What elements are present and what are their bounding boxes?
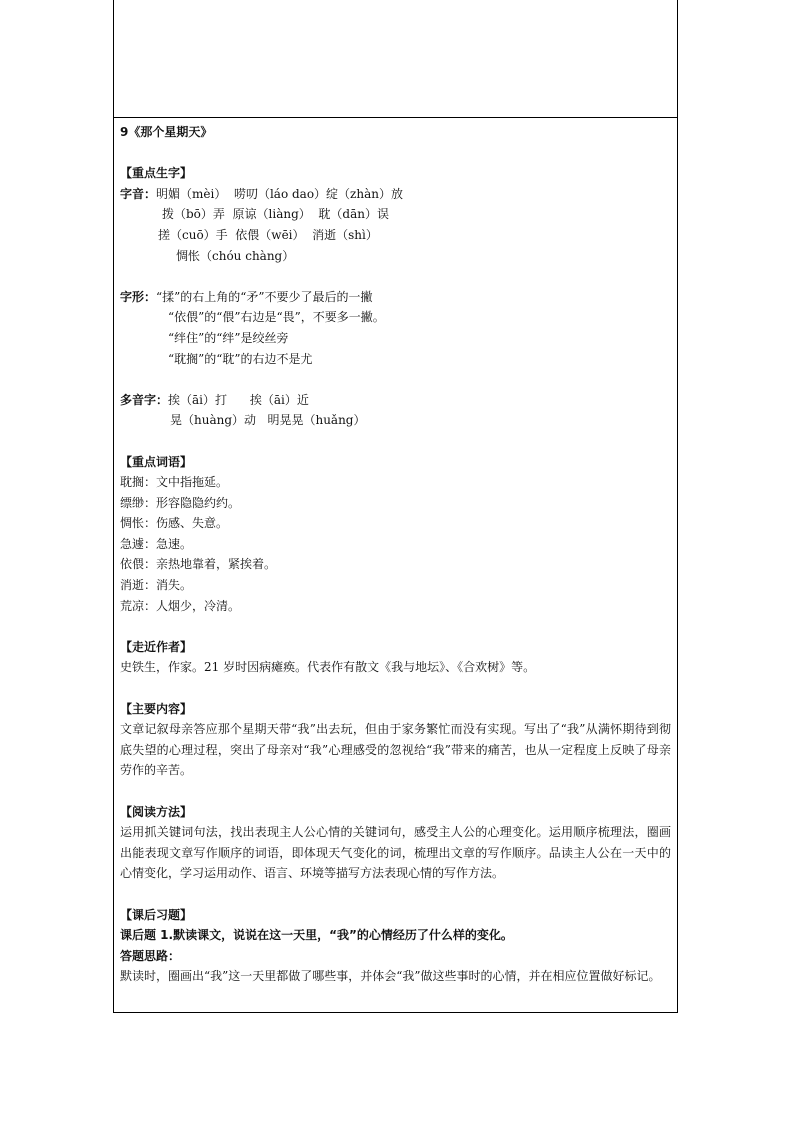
key-words-heading: 【重点词语】 [120, 454, 193, 469]
author-heading: 【走近作者】 [120, 639, 193, 654]
shape-line-4: “耽搁”的“耽”的右边不是尤 [168, 351, 313, 366]
pronunciation-line-4: 惆怅（chóu chàng） [176, 248, 295, 263]
author-text: 史铁生，作家。21 岁时因病瘫痪。代表作有散文《我与地坛》、《合欢树》等。 [120, 660, 536, 675]
key-word-item: 荒凉：人烟少，冷清。 [120, 598, 241, 613]
key-word-item: 耽搁：文中指拖延。 [120, 475, 229, 490]
shape-line-3: “绊住”的“绊”是绞丝旁 [168, 330, 289, 345]
previous-table-cell [113, 0, 678, 118]
key-word-item: 惆怅：伤感、失意。 [120, 516, 229, 531]
polyphone-line-1: 多音字：挨（āi）打 挨（āi）近 [120, 392, 309, 407]
key-word-item: 消逝：消失。 [120, 578, 193, 593]
key-word-item: 急遽：急速。 [120, 536, 193, 551]
exercise-heading: 【课后习题】 [120, 907, 193, 922]
lesson-notes-cell [113, 118, 678, 1013]
pronunciation-line-1: 字音：明媚（mèi） 唠叨（láo dao）绽（zhàn）放 [120, 186, 403, 201]
pronunciation-label: 字音： [120, 186, 157, 201]
key-word-item: 依偎：亲热地靠着，紧挨着。 [120, 557, 277, 572]
lesson-title: 9《那个星期天》 [120, 125, 213, 139]
answer-label: 答题思路： [120, 948, 181, 963]
pronunciation-line-3: 搓（cuō）手 依偎（wēi） 消逝（shì） [158, 227, 378, 242]
exercise-question: 课后题 1.默读课文，说说在这一天里，“我”的心情经历了什么样的变化。 [120, 928, 513, 943]
shape-label: 字形： [120, 289, 157, 304]
shape-line-1: 字形：“揉”的右上角的“矛”不要少了最后的一撇 [120, 289, 373, 304]
answer-text: 默读时，圈画出“我”这一天里都做了哪些事，并体会“我”做这些事时的心情，并在相应位置做好标记。 [120, 969, 661, 984]
reading-text: 运用抓关键词句法，找出表现主人公心情的关键词句，感受主人公的心理变化。运用顺序梳理法，圈画出能表现文章写作顺序的词语，即体现天气变化的词，梳理出文章的写作顺序。品读主人公在一天中的心情变化，学习运用动作、语言、环境等描写方法表现心情的写作方法。 [120, 825, 671, 881]
polyphone-line-2: 晃（huàng）动 明晃晃（huǎng） [170, 413, 366, 428]
pronunciation-line-2: 拨（bō）弄 原谅（liàng） 耽（dān）误 [162, 207, 389, 222]
key-chars-heading: 【重点生字】 [120, 166, 193, 181]
polyphone-label: 多音字： [120, 392, 169, 407]
shape-line-2: “依偎”的“偎”右边是“畏”，不要多一撇。 [168, 310, 385, 325]
reading-heading: 【阅读方法】 [120, 804, 193, 819]
content-heading: 【主要内容】 [120, 701, 193, 716]
content-text: 文章记叙母亲答应那个星期天带“我”出去玩，但由于家务繁忙而没有实现。写出了“我”从满怀期待到彻底失望的心理过程，突出了母亲对“我”心理感受的忽视给“我”带来的痛苦，也从一定程度上反映了母亲劳作的辛苦。 [120, 722, 671, 778]
key-word-item: 缥缈：形容隐隐约约。 [120, 495, 241, 510]
